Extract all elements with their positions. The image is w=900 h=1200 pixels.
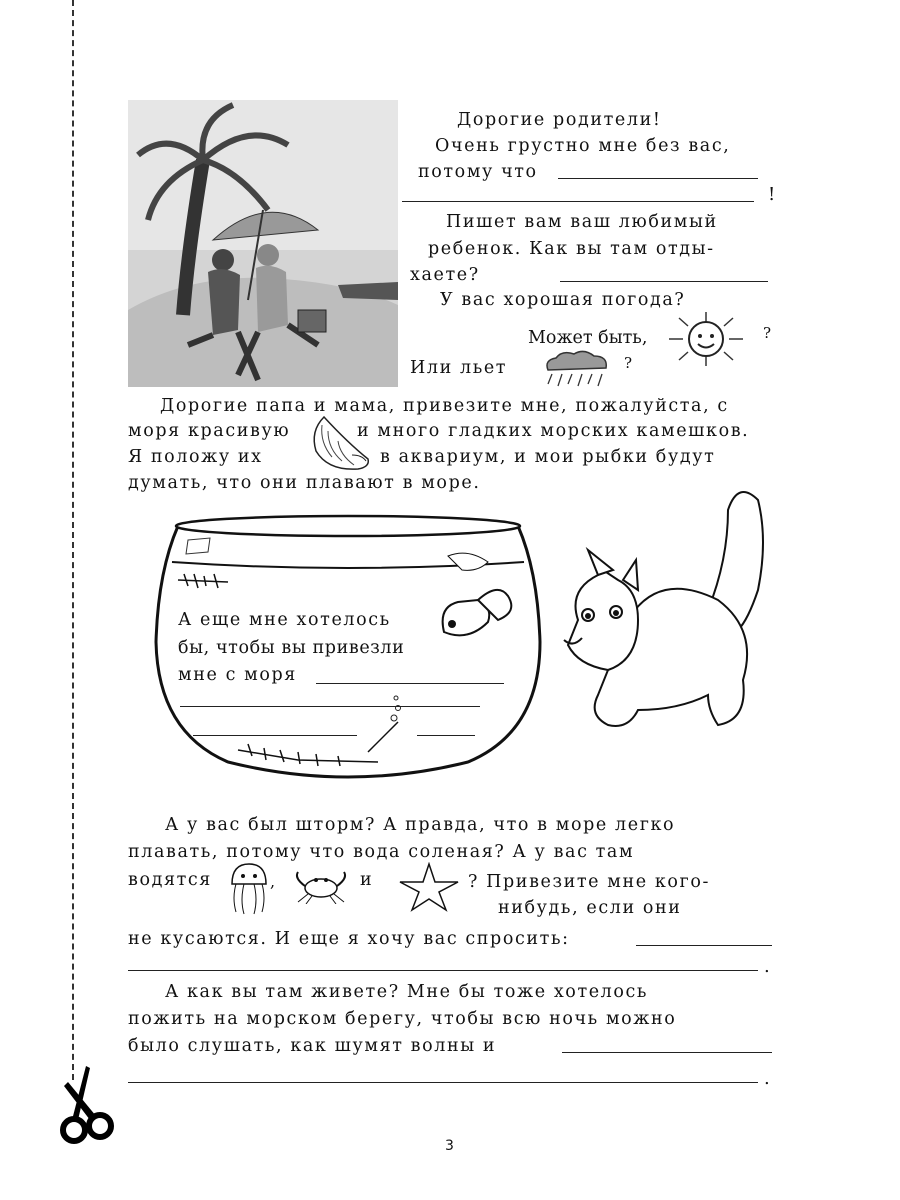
cut-line: [72, 0, 74, 1080]
letter-line: Пишет вам ваш любимый: [446, 212, 718, 232]
paragraph-line: нибудь, если они: [498, 898, 682, 918]
blank-line[interactable]: [128, 1082, 758, 1083]
rain-cloud-icon: [538, 348, 620, 390]
blank-line[interactable]: [193, 735, 357, 736]
crab-icon: [290, 868, 352, 904]
paragraph-line: в аквариум, и мои рыбки будут: [380, 447, 716, 467]
letter-line: хаете?: [410, 265, 480, 285]
letter-line: ребенок. Как вы там отды-: [428, 239, 715, 259]
paragraph-line: водятся: [128, 870, 212, 890]
paragraph-line: было слушать, как шумят волны и: [128, 1036, 497, 1056]
paragraph-line: плавать, потому что вода соленая? А у вас там: [128, 842, 635, 862]
period: .: [764, 956, 770, 977]
paragraph-line: моря красивую: [128, 421, 291, 441]
jellyfish-icon: [228, 862, 270, 916]
paragraph-line: Дорогие папа и мама, привезите мне, пожалуйста, с: [160, 396, 729, 416]
blank-line[interactable]: [180, 706, 480, 707]
exclamation: !: [768, 184, 776, 205]
paragraph-line: и много гладких морских камешков.: [357, 421, 750, 441]
letter-line: Или льет: [410, 358, 508, 378]
aquarium-text: мне с моря: [178, 665, 297, 685]
blank-line[interactable]: [558, 178, 758, 179]
question-mark: ?: [763, 324, 772, 342]
letter-line: Очень грустно мне без вас,: [435, 136, 731, 156]
maybe-text: Может быть,: [528, 328, 648, 348]
comma: ,: [270, 872, 276, 891]
letter-line: потому что: [418, 162, 538, 182]
paragraph-line: думать, что они плавают в море.: [128, 473, 481, 493]
sun-icon: [665, 310, 747, 368]
aquarium-text: бы, чтобы вы привезли: [178, 638, 405, 658]
question-mark: ?: [624, 354, 633, 372]
blank-line[interactable]: [636, 945, 772, 946]
and-text: и: [360, 870, 374, 890]
greeting: Дорогие родители!: [457, 110, 662, 130]
paragraph-line: пожить на морском берегу, чтобы всю ночь можно: [128, 1009, 677, 1029]
paragraph-line: ? Привезите мне кого-: [468, 872, 710, 892]
blank-line[interactable]: [402, 201, 754, 202]
page-number: 3: [445, 1138, 454, 1154]
period: .: [764, 1068, 770, 1089]
letter-line: У вас хорошая погода?: [440, 290, 686, 310]
paragraph-line: не кусаются. И еще я хочу вас спросить:: [128, 929, 570, 949]
blank-line[interactable]: [316, 683, 504, 684]
paragraph-line: А у вас был шторм? А правда, что в море легко: [165, 815, 676, 835]
paragraph-line: Я положу их: [128, 447, 263, 467]
blank-line[interactable]: [562, 1052, 772, 1053]
blank-line[interactable]: [417, 735, 475, 736]
starfish-icon: [398, 862, 460, 912]
blank-line[interactable]: [128, 970, 758, 971]
palm-island-illustration: [128, 100, 398, 387]
paragraph-line: А как вы там живете? Мне бы тоже хотелось: [165, 982, 649, 1002]
aquarium-text: А еще мне хотелось: [178, 610, 391, 630]
blank-line[interactable]: [560, 281, 768, 282]
cat-icon: [558, 480, 778, 750]
scissors-icon: [52, 1062, 122, 1152]
